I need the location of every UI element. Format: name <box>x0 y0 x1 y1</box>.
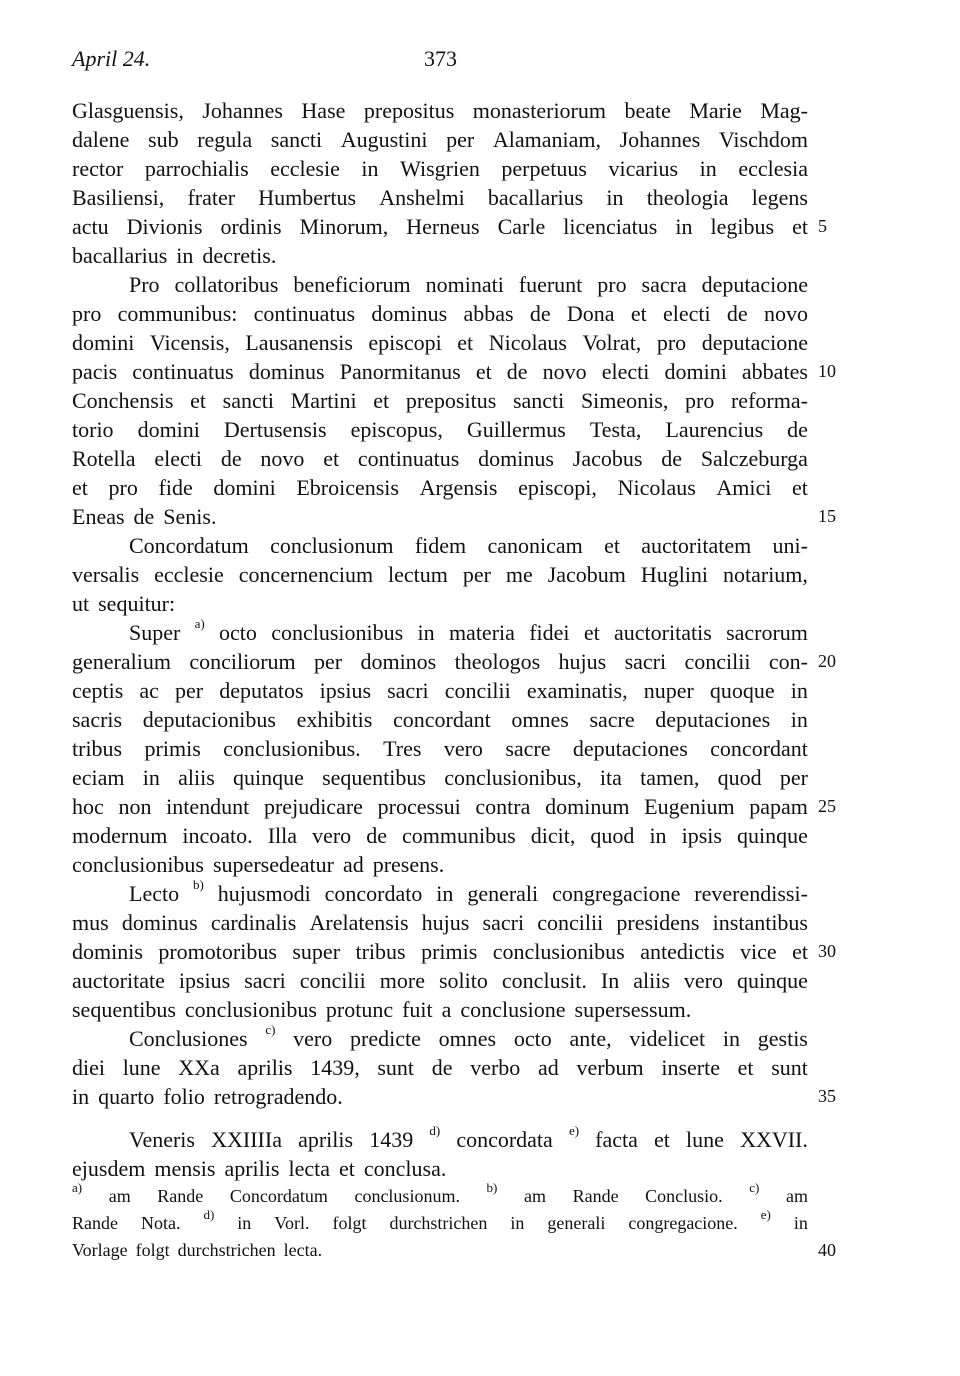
text-line: domini Vicensis, Lausanensis episcopi et Nicolaus Volrat, pro deputacione <box>72 330 808 355</box>
text-line: Glasguensis, Johannes Hase prepositus monasteriorum beate Marie Mag- <box>72 98 808 123</box>
text-line: torio domini Dertusensis episcopus, Guillermus Testa, Laurencius de <box>72 417 808 442</box>
footnotes <box>72 1180 836 1264</box>
text-line: Lecto b) hujusmodi concordato in generali congregacione reverendissi- <box>129 877 808 906</box>
text-line: pro communibus: continuatus dominus abbas de Dona et electi de novo <box>72 301 808 326</box>
line-number: 10 <box>818 361 836 381</box>
footnote-line: Rande Nota. d) in Vorl. folgt durchstrichen in generali congregacione. e) in <box>72 1207 808 1233</box>
text-line: rector parrochialis ecclesie in Wisgrien perpetuus vicarius in ecclesia <box>72 156 808 181</box>
page-header <box>72 46 808 74</box>
text-line: mus dominus cardinalis Arelatensis hujus sacri concilii presidens instantibus <box>72 910 808 935</box>
text-line: pacis continuatus dominus Panormitanus et de novo electi domini abbates 10 <box>72 359 836 384</box>
text-line: sequentibus conclusionibus protunc fuit a conclusione supersessum. <box>72 997 692 1022</box>
text-line: tribus primis conclusionibus. Tres vero sacre deputaciones concordant <box>72 736 808 761</box>
text-line: auctoritate ipsius sacri concilii more solito conclusit. In aliis vero quinque <box>72 968 808 993</box>
line-number: 30 <box>818 941 836 961</box>
text-line: et pro fide domini Ebroicensis Argensis episcopi, Nicolaus Amici et <box>72 475 808 500</box>
text-line: hoc non intendunt prejudicare processui contra dominum Eugenium papam 25 <box>72 794 836 819</box>
footnote-line: Vorlage folgt durchstrichen lecta. 40 <box>72 1237 808 1264</box>
body-text <box>72 96 836 1183</box>
text-line: Super a) octo conclusionibus in materia fidei et auctoritatis sacrorum <box>129 616 808 645</box>
text-line: diei lune XXa aprilis 1439, sunt de verbo ad verbum inserte et sunt <box>72 1055 808 1080</box>
line-number: 25 <box>818 796 836 816</box>
text-line: ceptis ac per deputatos ipsius sacri concilii examinatis, nuper quoque in <box>72 678 808 703</box>
line-number: 5 <box>818 216 827 236</box>
text-line: actu Divionis ordinis Minorum, Herneus Carle licenciatus in legibus et 5 <box>72 214 827 239</box>
text-line: versalis ecclesie concernencium lectum per me Jacobum Huglini notarium, <box>72 562 808 587</box>
text-line: Conchensis et sancti Martini et prepositus sancti Simeonis, pro reforma- <box>72 388 808 413</box>
page-number: 373 <box>424 46 457 71</box>
line-number: 40 <box>818 1240 836 1260</box>
text-line: ejusdem mensis aprilis lecta et conclusa. <box>72 1156 447 1181</box>
text-line: bacallarius in decretis. <box>72 243 277 268</box>
line-number: 35 <box>818 1086 836 1106</box>
text-line: Basiliensi, frater Humbertus Anshelmi bacallarius in theologia legens <box>72 185 808 210</box>
text-line: dominis promotoribus super tribus primis conclusionibus antedictis vice et 30 <box>72 939 836 964</box>
text-line: ut sequitur: <box>72 591 176 616</box>
text-line: Conclusiones c) vero predicte omnes octo ante, videlicet in gestis <box>129 1022 808 1051</box>
text-line: Concordatum conclusionum fidem canonicam et auctoritatem uni- <box>129 533 808 558</box>
line-number: 20 <box>818 651 836 671</box>
text-line: conclusionibus supersedeatur ad presens. <box>72 852 445 877</box>
running-head: April 24. <box>72 46 151 71</box>
line-number: 15 <box>818 506 836 526</box>
text-line: sacris deputacionibus exhibitis concordant omnes sacre deputaciones in <box>72 707 808 732</box>
text-line: dalene sub regula sancti Augustini per Alamaniam, Johannes Vischdom <box>72 127 808 152</box>
text-line: generalium conciliorum per dominos theologos hujus sacri concilii con- 20 <box>72 649 836 674</box>
text-line: eciam in aliis quinque sequentibus conclusionibus, ita tamen, quod per <box>72 765 808 790</box>
footnote-line: a) am Rande Concordatum conclusionum. b) am Rande Conclusio. c) am <box>72 1180 808 1206</box>
text-line: modernum incoato. Illa vero de communibus dicit, quod in ipsis quinque <box>72 823 808 848</box>
text-line: in quarto folio retrogradendo. 35 <box>72 1084 836 1109</box>
text-line: Rotella electi de novo et continuatus dominus Jacobus de Salczeburga <box>72 446 808 471</box>
text-line: Veneris XXIIIIa aprilis 1439 d) concordata e) facta et lune XXVII. <box>129 1123 808 1152</box>
text-line: Eneas de Senis. 15 <box>72 504 836 529</box>
text-line: Pro collatoribus beneficiorum nominati fuerunt pro sacra deputacione <box>129 272 808 297</box>
